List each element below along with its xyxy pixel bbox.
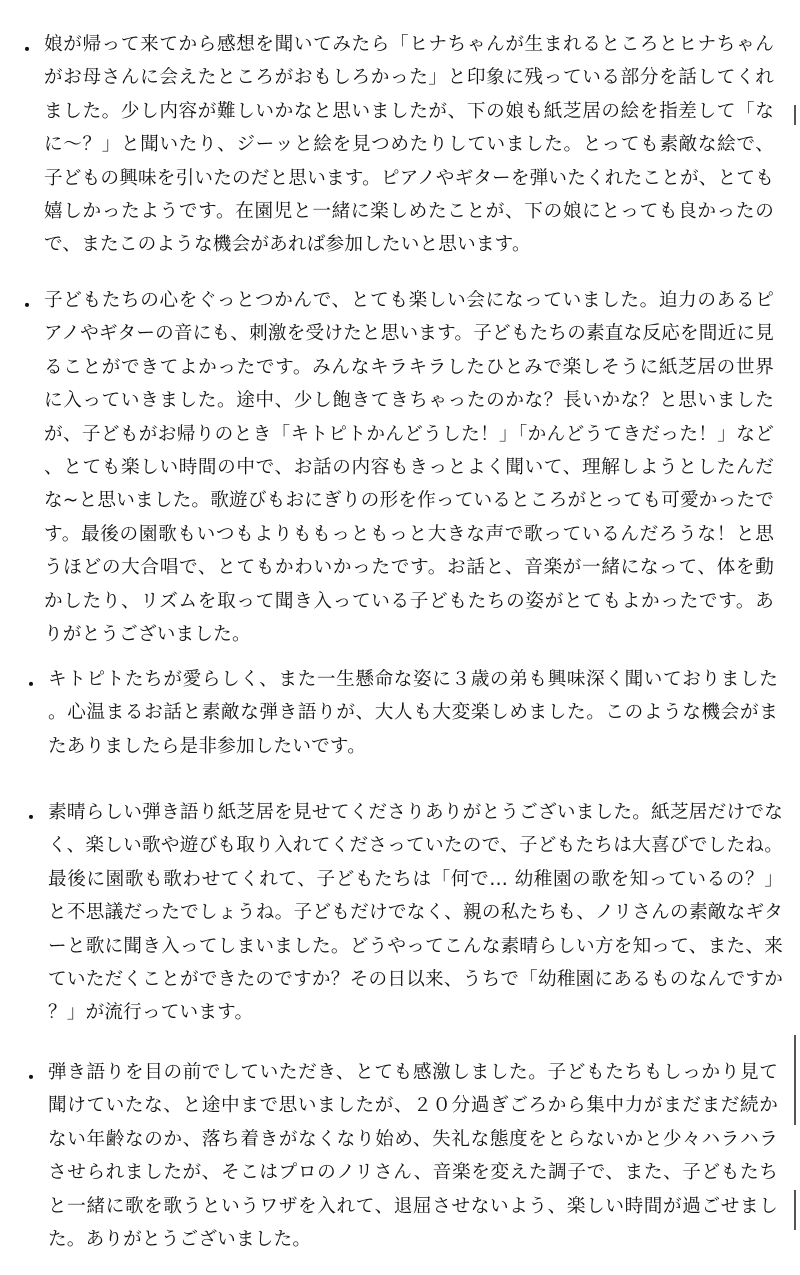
bullet-marker: ・ (18, 40, 36, 61)
bullet-marker: ・ (22, 808, 40, 829)
bullet-marker: ・ (22, 675, 40, 696)
scan-edge-mark (794, 1035, 796, 1125)
comment-text: 素晴らしい弾き語り紙芝居を見せてくださりありがとうございました。紙芝居だけでなく、楽しい歌や遊びも取り入れてくださっていたので、子どもたちは大喜びでしたね。最後に園歌も歌わせてくれて、子どもたちは「何で… 幼稚園の歌を知っているの？」と不思議だったでしょうね。子どもだけでなく、親の私たちも、ノリさんの素敵なギターと歌に聞き入ってしまいました。どうやってこんな素晴らしい方を知って、また、来ていただくことができたのですか？その日以来、うちで「幼稚園にあるものなんですか？」が流行っています。 (48, 802, 783, 1024)
scan-edge-mark (794, 1190, 796, 1230)
comment-text: 娘が帰って来てから感想を聞いてみたら「ヒナちゃんが生まれるところとヒナちゃんがお母さんに会えたところがおもしろかった」と印象に残っている部分を話してくれました。少し内容が難しいかなと思いましたが、下の娘も紙芝居の絵を指差して「なに〜？」と聞いたり、ジーッと絵を見つめたりしていました。とっても素敵な絵で、子どもの興味を引いたのだと思います。ピアノやギターを弾いたくれたことが、とても嬉しかったようです。在園児と一緒に楽しめたことが、下の娘にとっても良かったので、またこのような機会があれば参加したいと思います。 (44, 34, 774, 256)
bullet-marker: ・ (18, 296, 36, 317)
comment-text: キトピトたちが愛らしく、また一生懸命な姿に３歳の弟も興味深く聞いておりました。心温まるお話と素敵な弾き語りが、大人も大変楽しめました。このような機会がまたありましたら是非参加したいです。 (48, 669, 778, 757)
bullet-marker: ・ (22, 1068, 40, 1089)
comment-text: 子どもたちの心をぐっとつかんで、とても楽しい会になっていました。迫力のあるピアノやギターの音にも、刺激を受けたと思います。子どもたちの素直な反応を間近に見ることができてよかったです。みんなキラキラしたひとみで楽しそうに紙芝居の世界に入っていきました。途中、少し飽きてきちゃったのかな？長いかな？と思いましたが、子どもがお帰りのとき「キトピトかんどうした！」「かんどうてきだった！」など、とても楽しい時間の中で、お話の内容もきっとよく聞いて、理解しようとしたんだな~と思いました。歌遊びもおにぎりの形を作っているところがとっても可愛かったです。最後の園歌もいつもよりももっともっと大きな声で歌っているんだろうな！と思うほどの大合唱で、とてもかわいかったです。お話と、音楽が一緒になって、体を動かしたり、リズムを取って聞き入っている子どもたちの姿がとてもよかったです。ありがとうございました。 (44, 290, 774, 646)
comment-text: 弾き語りを目の前でしていただき、とても感激しました。子どもたちもしっかり見て聞けていたな、と途中まで思いましたが、２０分過ぎごろから集中力がまだまだ続かない年齢なのか、落ち着きがなくなり始め、失礼な態度をとらないかと少々ハラハラさせられましたが、そこはプロのノリさん、音楽を変えた調子で、また、子どもたちと一緒に歌を歌うというワザを入れて、退屈させないよう、楽しい時間が過ごせました。ありがとうございました。 (48, 1062, 778, 1251)
scan-edge-mark (794, 105, 796, 125)
